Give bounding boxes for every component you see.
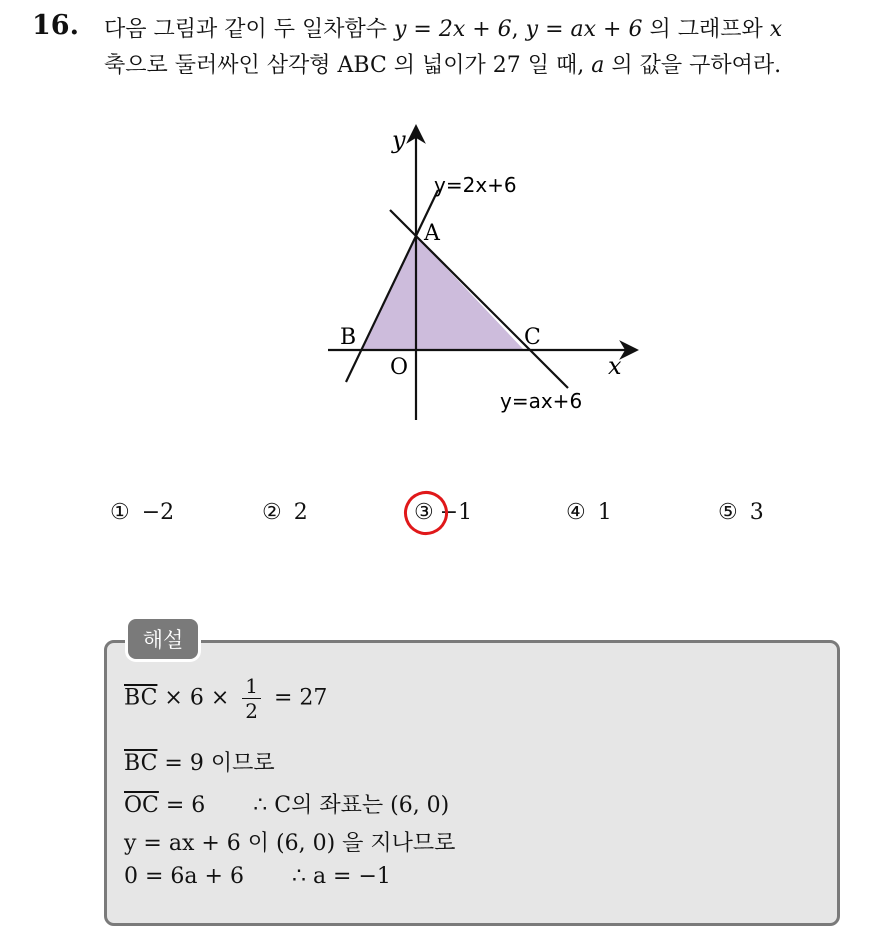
- choice-3-marker-text: ③: [414, 500, 434, 525]
- selected-circle-mark: [398, 485, 454, 541]
- equation-1: y = 2x + 6: [394, 17, 512, 42]
- fraction-half: [242, 674, 261, 723]
- line2-label: y=ax+6: [500, 389, 583, 413]
- question-text-part: 의 값을 구하여라.: [604, 53, 782, 78]
- solution-conclusion: ∴ C의 좌표는 (6, 0): [253, 793, 450, 818]
- choice-5-value: 3: [749, 500, 764, 525]
- separator: ,: [511, 17, 526, 42]
- question-text-part: 다음 그림과 같이 두 일차함수: [104, 17, 394, 42]
- choice-5[interactable]: [718, 500, 764, 525]
- point-a-label: A: [424, 221, 440, 246]
- point-b-label: B: [340, 325, 357, 350]
- segment-oc: $\overline{OC}$: [124, 793, 159, 818]
- fraction-numerator: 1: [242, 674, 261, 699]
- y-axis-label: y: [392, 126, 406, 154]
- origin-label: O: [390, 355, 409, 380]
- choice-4-value: 1: [597, 500, 612, 525]
- graph-figure: [310, 118, 650, 428]
- question-line-1: [104, 12, 874, 48]
- segment-bc: $\overline{BC}$: [124, 751, 158, 776]
- choice-4-marker: ④: [566, 500, 586, 525]
- equation-2: y = ax + 6: [525, 17, 643, 42]
- choice-1[interactable]: [110, 500, 174, 525]
- triangle-abc: [362, 236, 524, 350]
- choice-1-marker: ①: [110, 500, 130, 525]
- question-text-part: 축으로 둘러싸인 삼각형 ABC 의 넓이가 27 일 때,: [104, 53, 592, 78]
- solution-line-3: [124, 788, 449, 819]
- variable-a: a: [591, 53, 605, 78]
- choice-2-marker: ②: [262, 500, 282, 525]
- segment-bc: $\overline{BC}$: [124, 685, 158, 711]
- choice-3-value: −1: [439, 500, 473, 525]
- question-number: 16.: [32, 10, 79, 41]
- solution-tab: 해설: [128, 619, 198, 659]
- solution-line-1: [124, 674, 327, 723]
- choice-2-value: 2: [293, 500, 308, 525]
- choice-2[interactable]: [262, 500, 308, 525]
- solution-text: = 6: [158, 793, 206, 818]
- answer-choices: [0, 500, 884, 540]
- question-text: [104, 12, 874, 84]
- solution-text: 0 = 6a + 6: [124, 864, 244, 889]
- question-line-2: [104, 48, 874, 84]
- solution-line-4: [124, 826, 455, 857]
- solution-text: y = ax + 6 이 (6, 0) 을 지나므로: [124, 831, 456, 856]
- x-axis-label: x: [608, 352, 622, 380]
- variable-x: x: [769, 17, 783, 42]
- choice-4[interactable]: [566, 500, 612, 525]
- fraction-denominator: 2: [245, 699, 258, 723]
- solution-line-5: [124, 864, 391, 889]
- point-c-label: C: [524, 325, 541, 350]
- line1-label: y=2x+6: [434, 173, 517, 197]
- choice-5-marker: ⑤: [718, 500, 738, 525]
- choice-1-value: −2: [141, 500, 175, 525]
- solution-text: × 6 ×: [157, 685, 237, 711]
- solution-text: = 9 이므로: [157, 751, 275, 776]
- question-text-part: 의 그래프와: [642, 17, 770, 42]
- choice-3[interactable]: [414, 500, 472, 525]
- solution-text: = 27: [267, 685, 328, 711]
- choice-3-marker: [414, 500, 434, 525]
- solution-line-2: [124, 746, 275, 777]
- solution-conclusion: ∴ a = −1: [291, 864, 391, 889]
